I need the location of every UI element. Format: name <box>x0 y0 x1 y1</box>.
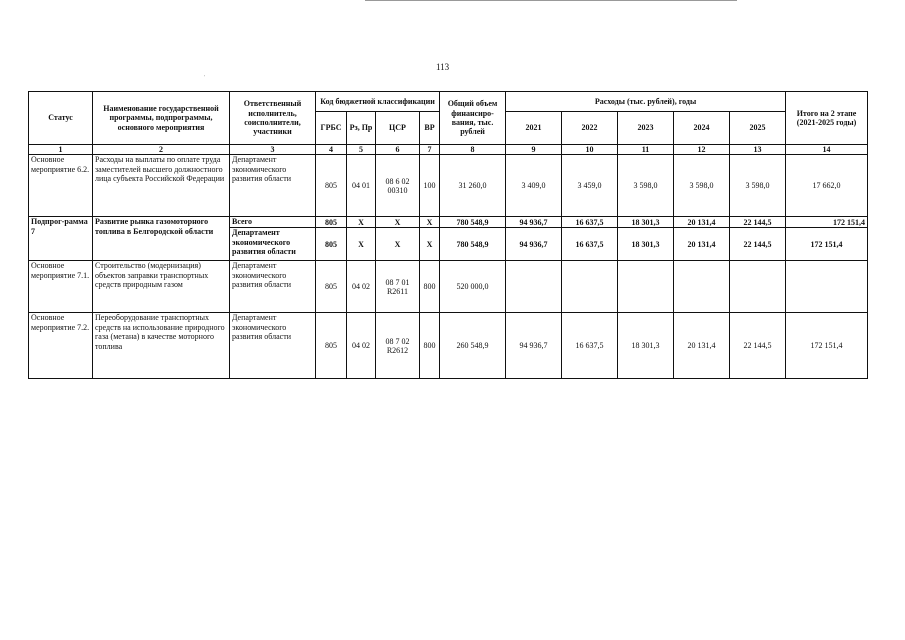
row-2021: 94 936,7 <box>506 313 562 379</box>
row-2024: 3 598,0 <box>674 155 730 217</box>
header-year-2024: 2024 <box>674 112 730 145</box>
row-total: 780 548,9 <box>440 228 506 261</box>
row-2024 <box>674 261 730 313</box>
header-row-1 <box>29 92 868 112</box>
column-number: 3 <box>230 145 316 155</box>
row-2025: 22 144,5 <box>730 313 786 379</box>
row-2022: 16 637,5 <box>562 228 618 261</box>
row-2021: 94 936,7 <box>506 228 562 261</box>
row-executor: Департамент экономического развития области <box>230 155 316 217</box>
column-number: 7 <box>420 145 440 155</box>
row-rzpr: 04 02 <box>347 313 376 379</box>
header-year-2021: 2021 <box>506 112 562 145</box>
header-name: Наименование государственной программы, подпрограммы, основного мероприятия <box>93 92 230 145</box>
row-vr: 800 <box>420 261 440 313</box>
header-year-2025: 2025 <box>730 112 786 145</box>
column-number: 13 <box>730 145 786 155</box>
top-edge-line <box>365 0 737 1</box>
header-expenses: Расходы (тыс. рублей), годы <box>506 92 786 112</box>
row-2024: 20 131,4 <box>674 217 730 228</box>
row-result: 172 151,4 <box>786 228 868 261</box>
row-grbs: 805 <box>316 217 347 228</box>
row-executor: Департамент экономического развития области <box>230 261 316 313</box>
row-2025 <box>730 261 786 313</box>
row-csr: 08 6 02 00310 <box>376 155 420 217</box>
header-grbs: ГРБС <box>316 112 347 145</box>
row-rzpr: 04 02 <box>347 261 376 313</box>
row-2023: 3 598,0 <box>618 155 674 217</box>
scan-dot: ' <box>204 75 206 81</box>
row-2023 <box>618 261 674 313</box>
row-result: 172 151,4 <box>786 217 868 228</box>
row-2025: 3 598,0 <box>730 155 786 217</box>
row-2021: 3 409,0 <box>506 155 562 217</box>
row-grbs: 805 <box>316 313 347 379</box>
row-2021 <box>506 261 562 313</box>
row-total: 520 000,0 <box>440 261 506 313</box>
column-number: 14 <box>786 145 868 155</box>
row-result: 172 151,4 <box>786 313 868 379</box>
row-rzpr: X <box>347 217 376 228</box>
row-2024: 20 131,4 <box>674 313 730 379</box>
header-status: Статус <box>29 92 93 145</box>
header-year-2023: 2023 <box>618 112 674 145</box>
row-name: Строительство (модернизация) объектов заправки транспортных средств природным газом <box>93 261 230 313</box>
header-budget-code: Код бюджетной классификации <box>316 92 440 112</box>
column-number: 1 <box>29 145 93 155</box>
column-number: 4 <box>316 145 347 155</box>
row-2023: 18 301,3 <box>618 313 674 379</box>
row-csr: 08 7 02 R2612 <box>376 313 420 379</box>
row-status: Основное мероприятие 6.2. <box>29 155 93 217</box>
column-number-row <box>29 145 868 155</box>
row-result: 17 662,0 <box>786 155 868 217</box>
column-number: 12 <box>674 145 730 155</box>
row-name: Развитие рынка газомоторного топлива в Белгородской области <box>93 217 230 261</box>
row-2024: 20 131,4 <box>674 228 730 261</box>
row-status: Основное мероприятие 7.2. <box>29 313 93 379</box>
row-rzpr: X <box>347 228 376 261</box>
column-number: 11 <box>618 145 674 155</box>
row-name: Переоборудование транспортных средств на использование природного газа (метана) в качестве моторного топлива <box>93 313 230 379</box>
row-csr: X <box>376 228 420 261</box>
header-result: Итого на 2 этапе (2021-2025 годы) <box>786 92 868 145</box>
row-grbs: 805 <box>316 155 347 217</box>
row-vr: X <box>420 228 440 261</box>
page-number: 113 <box>436 62 450 72</box>
column-number: 6 <box>376 145 420 155</box>
column-number: 10 <box>562 145 618 155</box>
column-number: 5 <box>347 145 376 155</box>
header-year-2022: 2022 <box>562 112 618 145</box>
row-2025: 22 144,5 <box>730 228 786 261</box>
row-2022: 16 637,5 <box>562 217 618 228</box>
table-row <box>29 261 868 313</box>
header-total-volume: Общий объем финансиро-вания, тыс. рублей <box>440 92 506 145</box>
row-csr: X <box>376 217 420 228</box>
row-2025: 22 144,5 <box>730 217 786 228</box>
row-2021: 94 936,7 <box>506 217 562 228</box>
row-total: 260 548,9 <box>440 313 506 379</box>
column-number: 9 <box>506 145 562 155</box>
row-vr: 800 <box>420 313 440 379</box>
row-status: Подпрог-рамма 7 <box>29 217 93 261</box>
row-total: 780 548,9 <box>440 217 506 228</box>
row-result <box>786 261 868 313</box>
header-vr: ВР <box>420 112 440 145</box>
budget-table <box>28 91 868 379</box>
row-vr: X <box>420 217 440 228</box>
row-rzpr: 04 01 <box>347 155 376 217</box>
header-executor: Ответственный исполнитель, соисполнители, участники <box>230 92 316 145</box>
row-executor: Всего <box>230 217 316 228</box>
column-number: 8 <box>440 145 506 155</box>
row-vr: 100 <box>420 155 440 217</box>
column-number: 2 <box>93 145 230 155</box>
row-total: 31 260,0 <box>440 155 506 217</box>
row-executor: Департамент экономического развития области <box>230 313 316 379</box>
header-csr: ЦСР <box>376 112 420 145</box>
row-2022: 3 459,0 <box>562 155 618 217</box>
table-row <box>29 313 868 379</box>
row-2023: 18 301,3 <box>618 217 674 228</box>
table-row <box>29 155 868 217</box>
row-2022: 16 637,5 <box>562 313 618 379</box>
row-executor: Департамент экономического развития области <box>230 228 316 261</box>
row-2023: 18 301,3 <box>618 228 674 261</box>
row-status: Основное мероприятие 7.1. <box>29 261 93 313</box>
row-grbs: 805 <box>316 228 347 261</box>
row-grbs: 805 <box>316 261 347 313</box>
header-rzpr: Рз, Пр <box>347 112 376 145</box>
row-csr: 08 7 01 R2611 <box>376 261 420 313</box>
row-name: Расходы на выплаты по оплате труда заместителей высшего должностного лица субъекта Российской Федерации <box>93 155 230 217</box>
row-2022 <box>562 261 618 313</box>
table-row <box>29 217 868 228</box>
